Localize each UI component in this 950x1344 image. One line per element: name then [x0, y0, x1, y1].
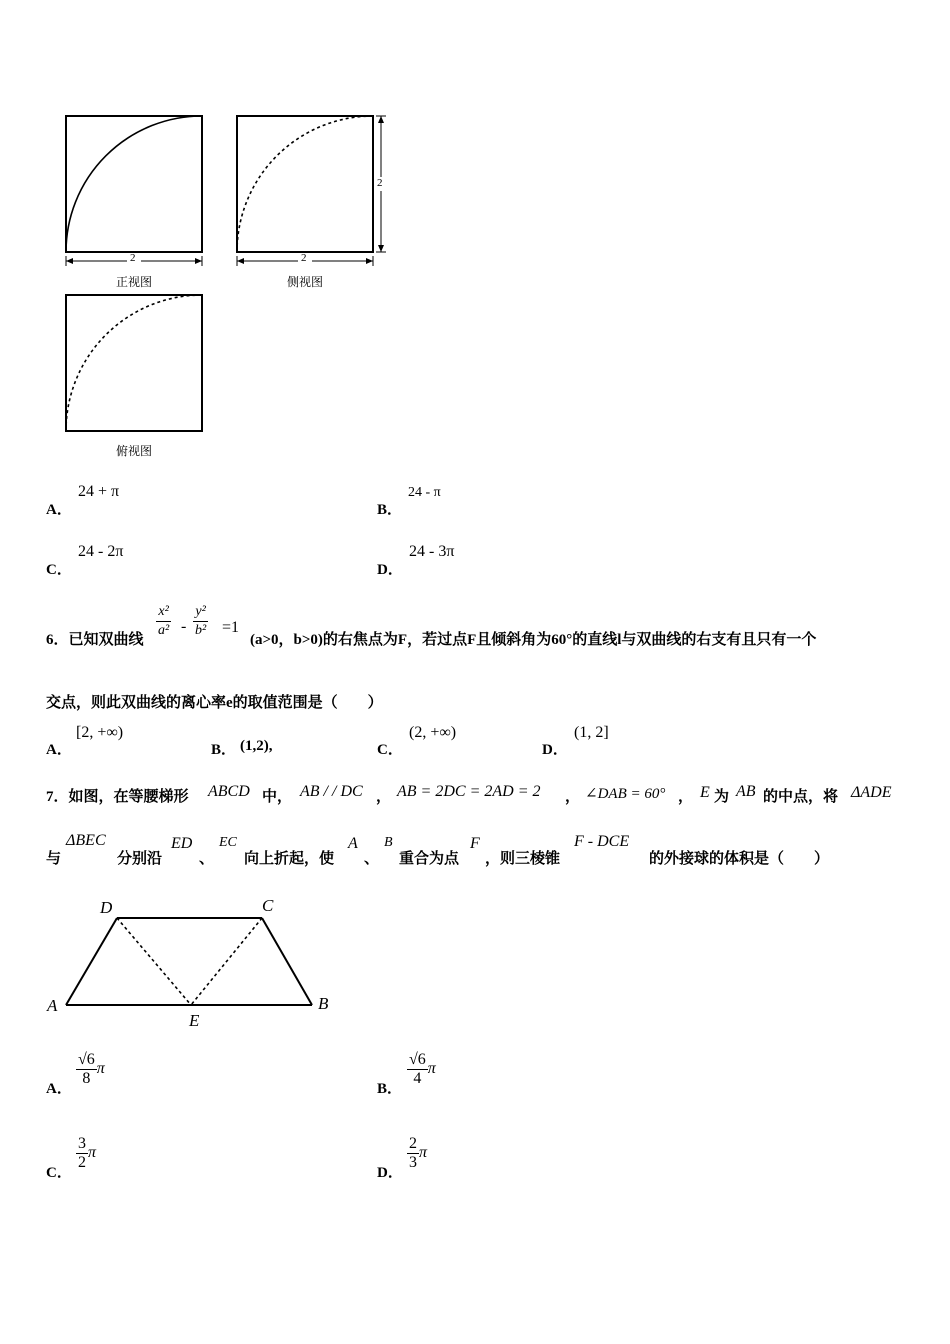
q7-triangle-bec: ΔBEC — [66, 832, 106, 849]
q7-point-f: F — [470, 835, 480, 852]
q7-volume-text: 的外接球的体积是（ ） — [649, 851, 830, 867]
q7-option-b-num: √6 — [409, 1051, 426, 1068]
q7-equal-lengths: AB = 2DC = 2AD = 2 — [397, 783, 541, 800]
dashed-ce — [191, 918, 262, 1005]
q7-option-d-value — [407, 1135, 427, 1172]
q7-comma2: ， — [565, 789, 581, 805]
q6-option-b-text: (1,2), — [240, 738, 273, 754]
dashed-de — [117, 918, 191, 1005]
q6-option-a-text: [2, +∞) — [76, 724, 124, 741]
side-view-square — [237, 116, 373, 252]
q7-coincide: 重合为点 — [399, 851, 460, 867]
q7-triangle-ade: ΔADE — [851, 784, 892, 801]
q6-option-c-text: (2, +∞) — [409, 724, 457, 741]
q5-option-d-label: D． — [377, 562, 403, 578]
side-height-label: 2 — [377, 177, 383, 189]
q7-comma3: ， — [678, 789, 694, 805]
q7-option-b-pi: π — [427, 1060, 436, 1078]
q7-ed: ED — [171, 835, 193, 852]
q7-fenbie: 分别沿 — [117, 851, 163, 867]
q7-option-b-den: 4 — [413, 1070, 422, 1087]
side-view-dashed-arc — [237, 116, 373, 252]
q7-option-c-label: C． — [46, 1165, 72, 1181]
q7-option-a-num: √6 — [78, 1051, 95, 1068]
q7-number: 7．如图，在等腰梯形 — [46, 789, 189, 805]
q7-option-d-den: 3 — [409, 1154, 417, 1171]
front-dim-arrow-right — [195, 258, 202, 264]
top-view-caption: 俯视图 — [116, 444, 153, 458]
top-view-dashed-arc — [66, 295, 202, 431]
q6-frac2 — [193, 603, 208, 640]
q7-option-d-num: 2 — [409, 1135, 417, 1152]
q7-option-a-label: A． — [46, 1081, 72, 1097]
q7-fdce: F - DCE — [574, 833, 630, 850]
q6-option-c-label: C． — [377, 742, 403, 758]
q7-point-a: A — [348, 835, 358, 852]
figure-label-c: C — [262, 896, 274, 915]
q7-wei: 为 — [714, 789, 730, 805]
q6-option-a-label: A． — [46, 742, 72, 758]
q6-number: 6．已知双曲线 — [46, 632, 144, 648]
q7-option-b-label: B． — [377, 1081, 403, 1097]
q6-frac1-num: x² — [156, 603, 171, 622]
q6-option-d-text: (1, 2] — [574, 724, 609, 741]
q6-frac1-den: a² — [158, 623, 170, 638]
q7-point-b: B — [384, 835, 393, 850]
side-dim-arrow-left — [237, 258, 244, 264]
side-height-arrow-bottom — [378, 245, 384, 252]
q7-option-b-value — [407, 1051, 436, 1088]
q7-option-c-pi: π — [88, 1144, 97, 1162]
figure-label-e: E — [189, 1011, 200, 1030]
q7-point-e: E — [700, 784, 710, 801]
q6-frac2-den: b² — [195, 623, 207, 638]
q7-abcd: ABCD — [208, 783, 250, 800]
q6-frac1 — [156, 603, 171, 640]
three-view-figure — [55, 105, 400, 465]
q7-dun2: 、 — [364, 851, 380, 867]
q6-minus: - — [181, 618, 187, 635]
q7-segment-ab: AB — [736, 783, 756, 800]
q7-option-d-pi: π — [419, 1144, 428, 1162]
q6-text-line2: 交点，则此双曲线的离心率e的取值范围是（ ） — [46, 695, 383, 711]
q7-comma1: ， — [376, 789, 392, 805]
q5-option-a-label: A． — [46, 502, 72, 518]
q5-option-c-text: 24 - 2π — [78, 543, 124, 560]
edge-cb — [262, 918, 312, 1005]
q7-option-a-pi: π — [96, 1060, 105, 1078]
figure-label-b: B — [318, 994, 329, 1013]
top-view-square — [66, 295, 202, 431]
front-width-label: 2 — [130, 252, 136, 264]
q7-option-c-den: 2 — [78, 1154, 86, 1171]
q5-option-a-text: 24 + π — [78, 483, 120, 500]
front-view-square — [66, 116, 202, 252]
q6-option-d-label: D． — [542, 742, 568, 758]
q5-option-b-label: B． — [377, 502, 403, 518]
side-dim-arrow-right — [366, 258, 373, 264]
figure-label-a: A — [47, 996, 58, 1015]
q5-option-c-label: C． — [46, 562, 72, 578]
q7-midpoint-text: 的中点，将 — [763, 789, 839, 805]
q7-yu: 与 — [46, 851, 62, 867]
edge-ad — [66, 918, 117, 1005]
q6-option-b-label: B． — [211, 742, 237, 758]
q7-fold-text: 向上折起，使 — [244, 851, 335, 867]
q6-text-line1: (a>0，b>0)的右焦点为F，若过点F且倾斜角为60°的直线l与双曲线的右支有且只有一个 — [250, 632, 817, 648]
figure-label-d: D — [100, 898, 113, 917]
q7-then: ，则三棱锥 — [485, 851, 561, 867]
q7-ec: EC — [219, 835, 237, 850]
q7-option-a-den: 8 — [82, 1070, 91, 1087]
q7-option-c-value — [76, 1135, 96, 1172]
q5-option-b-text: 24 - π — [408, 485, 441, 500]
q7-parallel: AB / / DC — [300, 783, 363, 800]
q6-equals-one: =1 — [222, 619, 240, 636]
front-dim-arrow-left — [66, 258, 73, 264]
q5-option-d-text: 24 - 3π — [409, 543, 455, 560]
q7-option-c-num: 3 — [78, 1135, 86, 1152]
front-view-caption: 正视图 — [116, 275, 153, 289]
q7-angle: ∠DAB = 60° — [585, 786, 666, 802]
side-width-label: 2 — [301, 252, 307, 264]
q7-zhong: 中， — [262, 789, 293, 805]
q6-frac2-num: y² — [193, 603, 208, 622]
q7-dun: 、 — [199, 851, 215, 867]
side-height-arrow-top — [378, 116, 384, 123]
side-view-caption: 侧视图 — [287, 275, 324, 289]
q7-option-d-label: D． — [377, 1165, 403, 1181]
front-view-arc — [66, 116, 202, 252]
q7-option-a-value — [76, 1051, 105, 1088]
